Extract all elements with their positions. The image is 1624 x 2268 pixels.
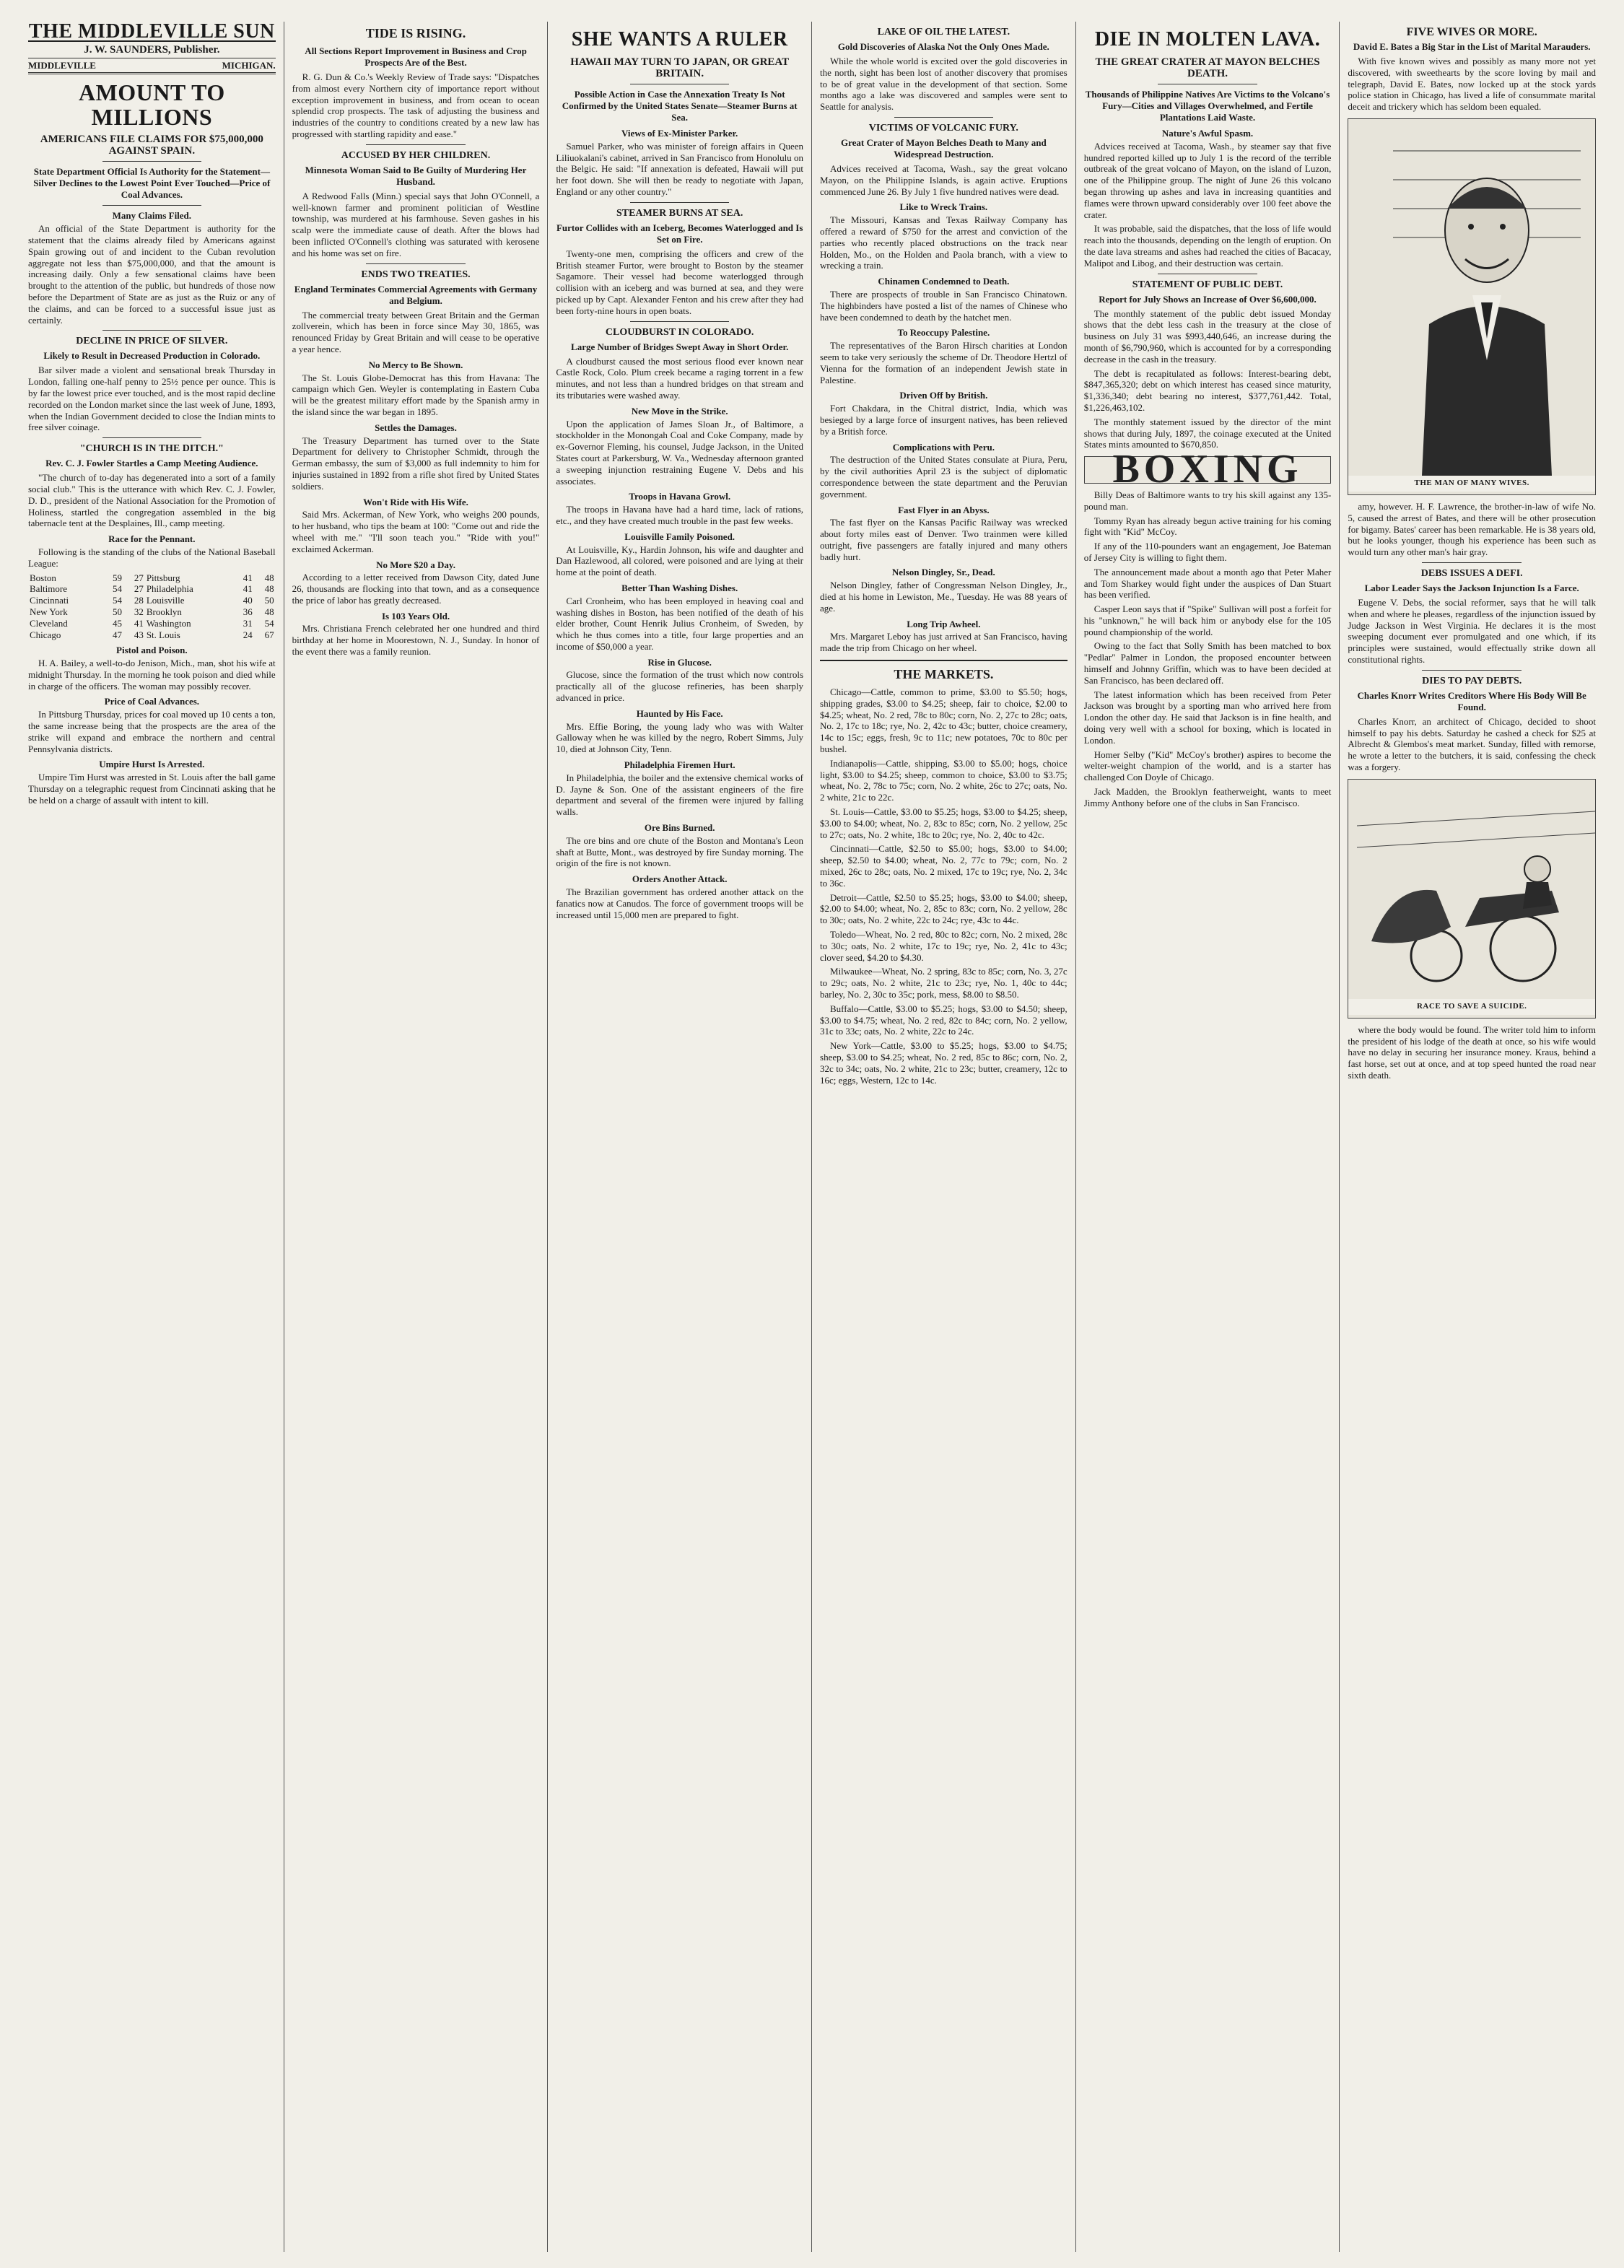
table-cell: 67 (264, 629, 274, 640)
headline-amount-to-millions: AMOUNT TO MILLIONS (78, 79, 225, 131)
article-body: While the whole world is excited over the gold discoveries in the north, sight has been lost of another discovery that promises to be of great value in the development of that section. Some months ago a lake was discovered and samples were sent to Seattle for analysis. (820, 56, 1068, 113)
table-cell: 54 (112, 583, 122, 595)
subhead: Troops in Havana Growl. (629, 491, 731, 502)
headline: ACCUSED BY HER CHILDREN. (341, 149, 491, 161)
column-2 (284, 22, 549, 2252)
subhead: Pistol and Poison. (116, 645, 188, 656)
article-body: Billy Deas of Baltimore wants to try his skill against any 135-pound man. (1083, 489, 1332, 512)
article-body: Charles Knorr, an architect of Chicago, decided to shoot himself to pay his debts. Saturday he cashed a check for $25 at Albrecht & Glembos's meat market. Sunday, filled with remorse, he wrote a letter to the butchers, it is said, confessing the check was a forgery. (1348, 715, 1597, 772)
article-body: A Redwood Falls (Minn.) special says that John O'Connell, a well-known farmer and prominent politician of Westline township, was murdered at his farmhouse. Seven gashes in his scalp were the immediate cause of death. After the blows had been inflicted O'Connell's clothing was saturated with kerosene and his home was set on fire. (292, 190, 540, 258)
article-body: The debt is recapitulated as follows: Interest-bearing debt, $847,365,320; debt on which interest has ceased since maturity, $1,336,340; debt bearing no interest, $377,761,442. Total, $1,226,463,102. (1083, 367, 1332, 413)
article-body: With five known wives and possibly as many more not yet discovered, with sweethearts by the score loving by mail and telegraph, David E. Bates, now locked up at the stock yards police station in Chicago, has lived a life of consummate marital deceit and trickery which has seldom been equaled. (1348, 56, 1597, 113)
markets-list (820, 686, 1068, 1086)
table-cell: Brooklyn (146, 606, 182, 617)
subhead: Driven Off by British. (899, 390, 988, 401)
table-cell: Philadelphia (146, 583, 193, 595)
standings-table (28, 572, 276, 641)
table-cell: 27 (134, 583, 144, 595)
deck: Rev. C. J. Fowler Startles a Camp Meeting Audience. (45, 458, 258, 469)
table-cell: 31 (243, 617, 253, 629)
deck: England Terminates Commercial Agreements with Germany and Belgium. (294, 283, 538, 306)
deck: Likely to Result in Decreased Production in Colorado. (43, 350, 261, 362)
table-cell: 54 (264, 617, 274, 629)
article-body: Advices received at Tacoma, Wash., say the great volcano Mayon, on the Philippine Islands, is again active. Eruptions commenced June 26. By July 1 five hundred natives were dead. (820, 162, 1068, 197)
article-body: Mrs. Christiana French celebrated her one hundred and third birthday at her home in Moorestown, N. J., Sunday. In honor of the event there was a family reunion. (292, 623, 540, 658)
subhead: Louisville Family Poisoned. (624, 531, 735, 542)
headline-she-wants-a-ruler: SHE WANTS A RULER (571, 28, 788, 51)
subhead: To Reoccupy Palestine. (897, 327, 990, 339)
article-body: Casper Leon says that if "Spike" Sullivan will post a forfeit for his "unknown," he will back him or anybody else for the 105 pound championship of the world. (1083, 603, 1332, 637)
deck: State Department Official Is Authority for the Statement—Silver Declines to the Lowest Point Ever Touched—Price of Coal Advances. (33, 166, 271, 201)
article-body: R. G. Dun & Co.'s Weekly Review of Trade says: "Dispatches from almost every Northern city of importance report without exception improvement in business, and from ocean to ocean splendid crop prospects. The task of adjusting the business and industries of the country to conditions created by a new law has progressed with startling rapidity and ease." (292, 71, 540, 139)
table-cell: 54 (112, 595, 122, 606)
article-body: It was probable, said the dispatches, that the loss of life would reach into the thousands, depending on the length of eruption. On the date lava streams and ashes had reached the cities of Bacacay, Malipot and Libog, and their destruction was certain. (1083, 223, 1332, 269)
subhead: Nelson Dingley, Sr., Dead. (891, 567, 995, 578)
table-cell: Cleveland (30, 617, 68, 629)
publisher-line: J. W. SAUNDERS, Publisher. (84, 43, 220, 56)
market-report: Chicago—Cattle, common to prime, $3.00 to $5.50; hogs, shipping grades, $3.00 to $4.25; sheep, fair to choice, $2.00 to $4.25; wheat, No. 2 red, 78c to 80c; corn, No. 2, 27c to 28c; oats, No. 2, 17c to 18c; rye, No. 2, 42c to 43c; butter, choice creamery, 14c to 15c; eggs, fresh, 9c to 11c; new potatoes, 70c to 80c per bushel. (820, 686, 1068, 755)
article-body: In Pittsburg Thursday, prices for coal moved up 10 cents a ton, the same increase being that the prospects are the area of the strike will expand and embrace the northern and central Pennsylvania districts. (28, 709, 276, 754)
subhead: No More $20 a Day. (376, 559, 455, 570)
table-cell: Cincinnati (30, 595, 69, 606)
masthead-title: THE MIDDLEVILLE SUN (28, 22, 275, 43)
market-report: Cincinnati—Cattle, $2.50 to $5.00; hogs, $3.00 to $4.00; sheep, $2.50 to $4.00; wheat, No. 2, 77c to 79c; corn, No. 2 mixed, 26c to 28c; oats, No. 2 mixed, 17c to 19c; rye, No. 2, 34c to 36c. (820, 843, 1068, 889)
market-report: New York—Cattle, $3.00 to $5.25; hogs, $3.00 to $4.75; sheep, $3.00 to $4.25; wheat, No. 2 red, 85c to 86c; corn, No. 2, 32c to 34c; oats, No. 2 white, 21c to 23c; butter, creamery, 12c to 16c; eggs, Western, 12c to 14c. (820, 1040, 1068, 1086)
article-body: If any of the 110-pounders want an engagement, Joe Bateman of Jersey City is willing to fight them. (1083, 541, 1332, 563)
table-cell: 41 (243, 583, 253, 595)
article-body: Tommy Ryan has already begun active training for his coming fight with "Kid" McCoy. (1083, 515, 1332, 538)
subhead: Fast Flyer in an Abyss. (898, 504, 990, 515)
subhead: Better Than Washing Dishes. (621, 582, 738, 593)
subhead: Complications with Peru. (892, 441, 995, 453)
illustration-caption: RACE TO SAVE A SUICIDE. (1348, 999, 1595, 1015)
article-body: The fast flyer on the Kansas Pacific Railway was wrecked about forty miles east of Denver. Two trainmen were killed outright, five passengers are fatally injured and many others badly hurt. (820, 517, 1068, 562)
article-body: The Missouri, Kansas and Texas Railway Company has offered a reward of $750 for the arrest and conviction of the parties who recently placed obstructions on the track near Holden, Mo., on the Holden and Paola branch, with a view to wrecking a train. (820, 214, 1068, 271)
article-body: The representatives of the Baron Hirsch charities at London seem to take very seriously the scheme of Dr. Theodore Hertzl of Vienna for the formation of an independent Jewish state in Palestine. (820, 340, 1068, 385)
column-3 (548, 22, 812, 2252)
market-report: Indianapolis—Cattle, shipping, $3.00 to $5.00; hogs, choice light, $3.00 to $4.25; sheep, common to choice, $3.00 to $3.75; wheat, No. 2, 78c to 75c; corn, No. 2 white, 26c to 27c; oats, No. 2 white, 21c to 22c. (820, 757, 1068, 803)
headline: STATEMENT OF PUBLIC DEBT. (1132, 279, 1283, 290)
headline: STEAMER BURNS AT SEA. (616, 207, 743, 219)
article-body: Mrs. Margaret Leboy has just arrived at San Francisco, having made the trip from Chicago on her wheel. (820, 631, 1068, 654)
subhead: Price of Coal Advances. (104, 696, 200, 707)
newspaper-page (20, 22, 1604, 2252)
deck: Minnesota Woman Said to Be Guilty of Murdering Her Husband. (305, 164, 527, 187)
market-report: Buffalo—Cattle, $3.00 to $5.25; hogs, $3.00 to $4.50; sheep, $3.00 to $4.75; wheat, No. 2 red, 82c to 84c; corn, No. 2 yellow, 31c to 33c; oats, No. 2 white, 22c to 24c. (820, 1003, 1068, 1037)
table-cell: 43 (134, 629, 144, 640)
article-body: Eugene V. Debs, the social reformer, says that he will talk when and where he pleases, regardless of the injunction issued by Judge Jackson in West Virginia. He declares it is the most sweeping document ever promulgated and one which, if its principles were sustained, would effectually strike down all constitutional rights. (1348, 596, 1597, 665)
article-body: Following is the standing of the clubs of the National Baseball League: (28, 546, 276, 569)
subhead: Rise in Glucose. (647, 656, 712, 668)
table-cell: Washington (146, 617, 191, 629)
article-body: At Louisville, Ky., Hardin Johnson, his wife and daughter and Dan Hazlewood, all colored, were poisoned and are lying at their home at the point of death. (556, 544, 804, 578)
article-body: Mrs. Effie Boring, the young lady who was with Walter Galloway when he was killed by the negro, Robert Simms, July 10, died at Johnson City, Tenn. (556, 720, 804, 755)
deck: Furtor Collides with an Iceberg, Becomes Waterlogged and Is Set on Fire. (556, 222, 803, 245)
headline: LAKE OF OIL THE LATEST. (877, 27, 1010, 38)
table-cell: 24 (243, 629, 253, 640)
subhead: New Move in the Strike. (631, 405, 728, 416)
article-body: A cloudburst caused the most serious flood ever known near Castle Rock, Colo. Plum creek became a raging torrent in a few minutes, and not less than a hundred bridges on that stream and its tributaries were washed away. (556, 355, 804, 401)
subhead: Like to Wreck Trains. (899, 201, 988, 213)
man-portrait-icon (1379, 122, 1595, 476)
subhead: Long Trip Awheel. (907, 618, 981, 629)
article-body: The Treasury Department has turned over to the State Department for delivery to Christopher Schmidt, through the German embassy, the sum of $3,000 as full indemnity to him for injuries sustained in 1892 from a rifle shot fired by United States soldiers. (292, 435, 540, 492)
market-report: St. Louis—Cattle, $3.00 to $5.25; hogs, $3.00 to $4.25; sheep, $3.00 to $4.00; wheat, No. 2, 83c to 85c; corn, No. 2 yellow, 25c to 27c; oats, No. 2 white, 18c to 20c; rye, No. 2, 40c to 42c. (820, 806, 1068, 840)
subhead: Haunted by His Face. (636, 707, 723, 719)
subhead: Umpire Hurst Is Arrested. (99, 759, 205, 770)
article-body: There are prospects of trouble in San Francisco Chinatown. The highbinders have posted a list of the names of Chinese who have been condemned to death by the hatchet men. (820, 288, 1068, 323)
article-body: The destruction of the United States consulate at Piura, Peru, by the civil authorities April 23 is the subject of diplomatic correspondence between the state department and the Peruvian government. (820, 454, 1068, 500)
deck: Charles Knorr Writes Creditors Where His Body Will Be Found. (1357, 689, 1586, 712)
article-body: "The church of to-day has degenerated into a sort of a family social club." This is the utterance with which Rev. C. J. Fowler, D. D., president of the National Association for the Promotion of Holiness, startled the congregation assembled in the big tabernacle tent at the Desplaines, Ill., camp meeting. (28, 472, 276, 529)
article-body: Owing to the fact that Solly Smith has been matched to box "Pedlar" Palmer in London, the proposed encounter between himself and Johnny Griffin, which was to have been decided at San Francisco, has been declared off. (1083, 640, 1332, 686)
article-body: According to a letter received from Dawson City, dated June 26, thousands are flocking into that town, and as a consequence the price of labor has greatly decreased. (292, 572, 540, 606)
deck: Great Crater of Mayon Belches Death to Many and Widespread Destruction. (840, 136, 1047, 160)
article-body: The latest information which has been received from Peter Jackson was brought by a sporting man who arrived here from London the other day. He said that Jackson is in fine health, and doing very well with a school for boxing, which is located in London. (1083, 689, 1332, 746)
column-6 (1340, 22, 1604, 2252)
headline: VICTIMS OF VOLCANIC FURY. (868, 122, 1018, 134)
article-body: Umpire Tim Hurst was arrested in St. Louis after the ball game Thursday on a telegraphic request from Cincinnati asking that he be held on a charge of assault with intent to kill. (28, 772, 276, 806)
table-cell: 45 (112, 617, 122, 629)
subhead: Is 103 Years Old. (381, 610, 450, 621)
table-cell: 36 (243, 606, 253, 617)
table-cell: Chicago (30, 629, 61, 640)
deck: Report for July Shows an Increase of Over $6,600,000. (1099, 293, 1317, 305)
headline: DIES TO PAY DEBTS. (1422, 675, 1522, 686)
place-name: MIDDLEVILLE (28, 59, 96, 71)
article-body: Advices received at Tacoma, Wash., by steamer say that five hundred reported killed up to July 1 is the record of the terrible outbreak of the great volcano of Mayon, on the island of Luzon, one of the Philippine group. The night of June 26 this volcano began throwing up ashes and lava in increasing quantities and flames were thrown upward considerably over 100 feet above the crater. (1083, 140, 1332, 220)
article-body: The ore bins and ore chute of the Boston and Montana's Leon shaft at Butte, Mont., was destroyed by fire Sunday morning. The origin of the fire is not known. (556, 834, 804, 869)
boxing-banner: BOXING (1084, 456, 1332, 484)
deck: Possible Action in Case the Annexation Treaty Is Not Confirmed by the United States Senate—Steamer Burns at Sea. (562, 89, 798, 123)
deck: AMERICANS FILE CLAIMS FOR $75,000,000 AGAINST SPAIN. (40, 134, 263, 157)
deck: Gold Discoveries of Alaska Not the Only Ones Made. (837, 41, 1049, 52)
article-body: where the body would be found. The writer told him to inform the president of his lodge of the death at once, so his wife would have no delay in securing her insurance money. Kraus, behind a fast horse, set out at once, and at top speed hunted the road near sixth death. (1348, 1024, 1597, 1081)
deck: HAWAII MAY TURN TO JAPAN, OR GREAT BRITAIN. (570, 56, 790, 79)
article-body: Fort Chakdara, in the Chitral district, India, which was besieged by a large force of insurgent natives, has been relieved by a British force. (820, 403, 1068, 437)
article-body: Said Mrs. Ackerman, of New York, who weighs 200 pounds, to her husband, who tips the beam at 100: "Come out and ride the wheel with me." "I'll soon teach you." "Ride with you!" exclaimed Ackerman. (292, 509, 540, 554)
deck: Labor Leader Says the Jackson Injunction Is a Farce. (1364, 582, 1579, 593)
table-cell: 28 (134, 595, 144, 606)
subhead: Philadelphia Firemen Hurt. (624, 759, 735, 771)
article-body: Bar silver made a violent and sensational break Thursday in London, falling one-half penny to 25½ pence per ounce. This is by far the lowest price ever touched, and is the most rapid decline recorded on the London market since the last week of June, 1893, when the Indian Government decided to close the Indian mints to free silver coinage. (28, 365, 276, 433)
table-cell: 48 (264, 572, 274, 583)
deck: All Sections Report Improvement in Business and Crop Prospects Are of the Best. (305, 45, 527, 68)
portrait-illustration (1348, 118, 1596, 495)
table-cell: 59 (112, 572, 122, 583)
table-cell: 41 (134, 617, 144, 629)
article-body: amy, however. H. F. Lawrence, the brother-in-law of wife No. 5, caused the arrest of Bates, and there will be other prosecution for bigamy. Bates' career has been remarkable. He is 38 years old, but he looks younger, though his experience has been such as would turn any other man's hair gray. (1348, 500, 1597, 558)
article-body: Samuel Parker, who was minister of foreign affairs in Queen Liliuokalani's cabinet, arrived in San Francisco from Honolulu on the Belgic. He said: "If annexation is defeated, Hawaii will put her foot down. She will then be ready to negotiate with Japan, England or any other country." (556, 140, 804, 197)
subhead: Many Claims Filed. (112, 210, 192, 222)
table-cell: 41 (243, 572, 253, 583)
table-cell: 27 (134, 572, 144, 583)
table-cell: Louisville (146, 595, 185, 606)
deck: THE GREAT CRATER AT MAYON BELCHES DEATH. (1095, 56, 1320, 79)
article-body: An official of the State Department is authority for the statement that the claims already filed by Americans against Spain growing out of and incident to the Cuban revolution aggregate not less than $75,000,000, and that the amount is increasing daily. Only a few sensational claims have been brought to the attention of the public, but hundreds of those now before the Department of State are as just as the Ruiz or any of the claims, and can be forced to a successful issue just as certainly. (28, 223, 276, 326)
article-body: Carl Cronheim, who has been employed in heaving coal and washing dishes in Boston, has been notified of the death of his elder brother, Count Henrik Julius Cronheim, of Sweden, by which he thus comes into a title, four large properties and an income of $50,000 a year. (556, 595, 804, 652)
headline: TIDE IS RISING. (365, 26, 466, 40)
table-cell: Baltimore (30, 583, 67, 595)
state-name: MICHIGAN. (222, 59, 276, 71)
deck: Large Number of Bridges Swept Away in Short Order. (571, 341, 789, 352)
table-cell: 40 (243, 595, 253, 606)
table-row (28, 629, 276, 641)
subhead: Orders Another Attack. (632, 873, 728, 885)
table-cell: Pittsburg (146, 572, 180, 583)
headline: CLOUDBURST IN COLORADO. (605, 326, 754, 338)
article-body: H. A. Bailey, a well-to-do Jenison, Mich., man, shot his wife at midnight Thursday. In the morning he took poison and died while in charge of the officers. The woman may possibly recover. (28, 658, 276, 692)
table-cell: 47 (112, 629, 122, 640)
headline-die-in-molten-lava: DIE IN MOLTEN LAVA. (1094, 28, 1321, 51)
headline: DEBS ISSUES A DEFI. (1420, 567, 1523, 579)
column-5 (1076, 22, 1340, 2252)
deck: Thousands of Philippine Natives Are Victims to the Volcano's Fury—Cities and Villages Overwhelmed, and Fertile Plantations Laid Waste. (1085, 89, 1330, 123)
column-4 (812, 22, 1076, 2252)
table-row (28, 583, 276, 595)
article-body: Twenty-one men, comprising the officers and crew of the British steamer Furtor, were brought to Boston by the steamer Sagamore. Their vessel had become waterlogged through collision with an iceberg and was burned at sea, and they were picked up by Capt. Alexander Fenton and his crew after they had been forty-nine hours in open boats. (556, 248, 804, 316)
table-row (28, 618, 276, 629)
table-cell: 48 (264, 583, 274, 595)
dateline (28, 58, 276, 75)
table-row (28, 595, 276, 606)
headline: FIVE WIVES OR MORE. (1406, 26, 1537, 38)
subhead: Ore Bins Burned. (644, 822, 715, 834)
table-row (28, 572, 276, 584)
subhead: Nature's Awful Spasm. (1161, 128, 1254, 139)
article-body: Homer Selby ("Kid" McCoy's brother) aspires to become the welter-weight champion of the world, and is a starter has challenged Con Doyle of Chicago. (1083, 749, 1332, 783)
article-body: The St. Louis Globe-Democrat has this from Havana: The campaign which Gen. Weyler is contemplating in Eastern Cuba will be the greatest military effort made by the Spanish army in the island since the war began in 1895. (292, 372, 540, 417)
subhead: Chinamen Condemned to Death. (878, 276, 1010, 287)
article-body: Jack Madden, the Brooklyn featherweight, wants to meet Jimmy Anthony before one of the clubs in San Francisco. (1083, 786, 1332, 808)
market-report: Toledo—Wheat, No. 2 red, 80c to 82c; corn, No. 2 mixed, 28c to 30c; oats, No. 2 white, 17c to 19c; rye, No. 2, 41c to 43c; clover seed, $4.20 to $4.30. (820, 929, 1068, 963)
table-cell: 32 (134, 606, 144, 617)
article-body: Glucose, since the formation of the trust which now controls practically all of the glucose refineries, has been sharply advanced in price. (556, 669, 804, 704)
article-body: The monthly statement issued by the director of the mint shows that during July, 1897, the coinage executed at the United States mints amounted to $670,850. (1083, 416, 1332, 450)
headline: ENDS TWO TREATIES. (361, 269, 471, 280)
table-row (28, 606, 276, 618)
market-report: Detroit—Cattle, $2.50 to $5.25; hogs, $3.00 to $4.00; sheep, $2.00 to $4.00; wheat, No. 2, 85c to 83c; corn, No. 2 yellow, 28c to 30c; oats, No. 2 white, 22c to 24c; rye, 43c to 44c. (820, 891, 1068, 926)
article-body: Upon the application of James Sloan Jr., of Baltimore, a stockholder in the Monongah Coal and Coke Company, made by ex-Governor Fleming, his counsel, Judge Jackson, in the United States court at Parkersburg, W. Va., Wednesday afternoon granted a sweeping injunction restraining Eugene V. Debs and his associates. (556, 418, 804, 487)
deck: David E. Bates a Big Star in the List of Marital Marauders. (1353, 41, 1591, 52)
table-cell: New York (30, 606, 68, 617)
article-body: Nelson Dingley, father of Congressman Nelson Dingley, Jr., died at his home in Lewiston, Me., Tuesday. He was 88 years of age. (820, 580, 1068, 614)
table-cell: 48 (264, 606, 274, 617)
table-cell: St. Louis (146, 629, 180, 640)
article-body: The monthly statement of the public debt issued Monday shows that the debt less cash in the treasury at the close of business on July 31 was $993,440,646, an increase during the month of $6,790,960, which is accounted for by a corresponding decrease in the cash in the treasury. (1083, 308, 1332, 365)
headline-markets: THE MARKETS. (894, 667, 994, 682)
table-cell: 50 (112, 606, 122, 617)
subhead: Views of Ex-Minister Parker. (621, 128, 738, 139)
race-illustration (1348, 779, 1596, 1019)
subhead: Won't Ride with His Wife. (363, 496, 468, 507)
headline: DECLINE IN PRICE OF SILVER. (76, 336, 228, 347)
column-1 (20, 22, 284, 2252)
market-report: Milwaukee—Wheat, No. 2 spring, 83c to 85c; corn, No. 3, 27c to 29c; oats, No. 2 white, 21c to 23c; rye, No. 1, 40c to 44c; barley, No. 2, 30c to 35c; pork, mess, $8.00 to $8.50. (820, 966, 1068, 1000)
horse-carriage-icon (1357, 782, 1595, 999)
article-body: The troops in Havana have had a hard time, lack of rations, etc., and they have created much trouble in the past few weeks. (556, 504, 804, 526)
illustration-caption: THE MAN OF MANY WIVES. (1348, 476, 1595, 492)
subhead: Settles the Damages. (375, 422, 457, 433)
table-cell: 50 (264, 595, 274, 606)
headline: "CHURCH IS IN THE DITCH." (79, 443, 224, 455)
article-body: The commercial treaty between Great Britain and the German zollverein, which has been in force since May 30, 1865, was renounced Friday by Great Britain and will cease to be operative a year hence. (292, 309, 540, 354)
subhead: Race for the Pennant. (108, 533, 196, 545)
article-body: The announcement made about a month ago that Peter Maher and Tom Sharkey would fight under the auspices of Dan Stuart has been verified. (1083, 566, 1332, 601)
article-body: In Philadelphia, the boiler and the extensive chemical works of D. Jayne & Son. One of the assistant engineers of the fire department and several of the firemen were injured by falling walls. (556, 772, 804, 818)
table-cell: Boston (30, 572, 56, 583)
article-body: The Brazilian government has ordered another attack on the fanatics now at Canudos. The force of government troops will be increased until 15,000 men are prepared to fight. (556, 886, 804, 920)
subhead: No Mercy to Be Shown. (368, 359, 463, 370)
